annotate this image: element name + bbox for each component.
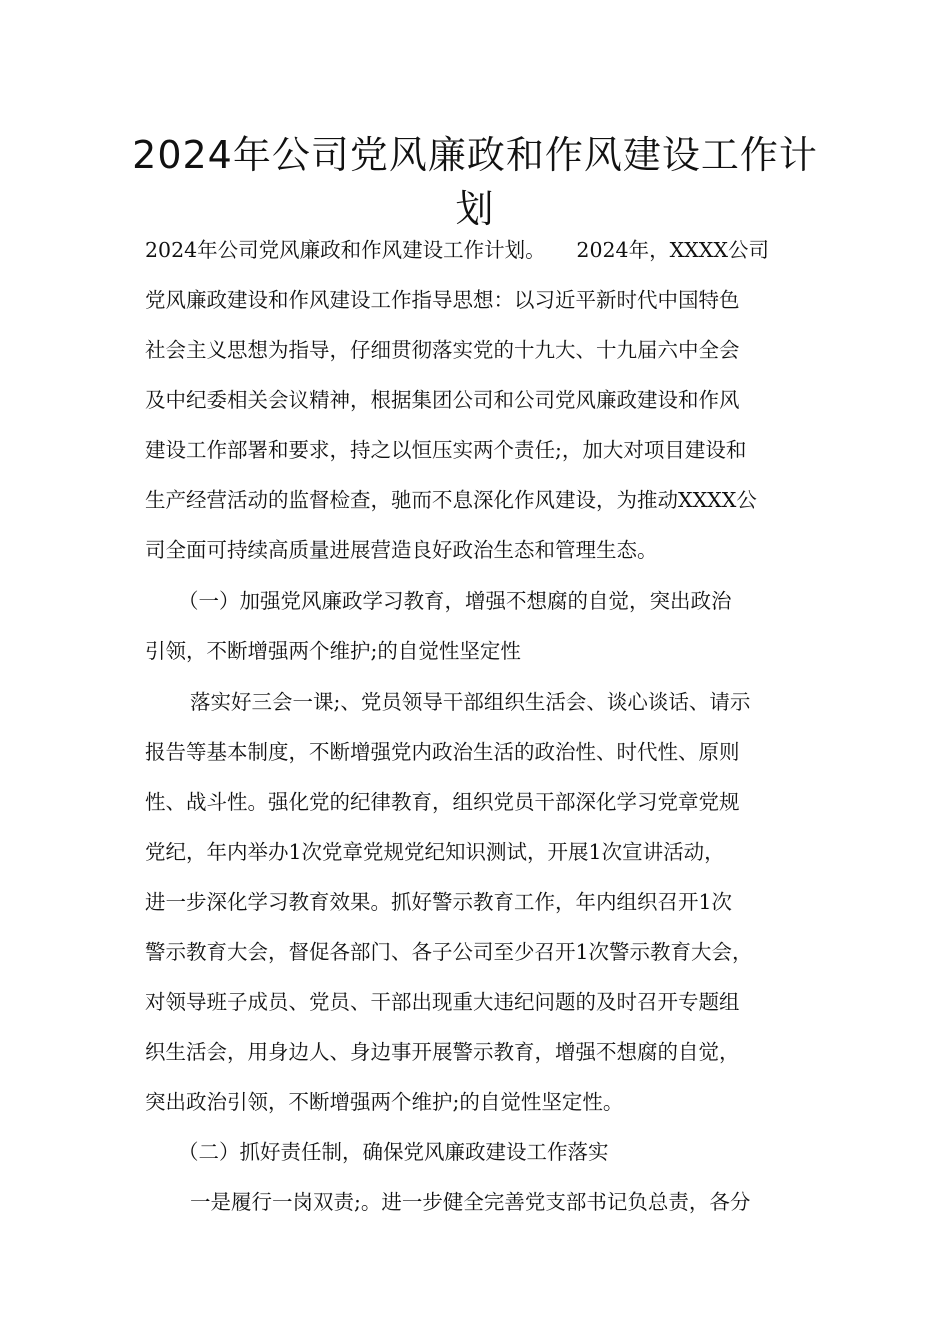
body-line-20: 一是履行一岗双责;。进一步健全完善党支部书记负总责，各分 bbox=[190, 1190, 751, 1214]
section-heading-2: （二）抓好责任制，确保党风廉政建设工作落实 bbox=[178, 1140, 609, 1164]
body-line-5: 建设工作部署和要求，持之以恒压实两个责任;，加大对项目建设和 bbox=[145, 438, 747, 462]
body-line-3: 社会主义思想为指导，仔细贯彻落实党的十九大、十九届六中全会 bbox=[145, 338, 740, 362]
body-line-7: 司全面可持续高质量进展营造良好政治生态和管理生态。 bbox=[145, 538, 658, 562]
body-line-10: 落实好三会一课;、党员领导干部组织生活会、谈心谈话、请示 bbox=[190, 690, 751, 714]
body-line-16: 对领导班子成员、党员、干部出现重大违纪问题的及时召开专题组 bbox=[145, 990, 740, 1014]
body-line-15: 警示教育大会，督促各部门、各子公司至少召开1次警示教育大会， bbox=[145, 940, 753, 964]
body-line-11: 报告等基本制度，不断增强党内政治生活的政治性、时代性、原则 bbox=[145, 740, 740, 764]
section-heading-1: （一）加强党风廉政学习教育，增强不想腐的自觉，突出政治 bbox=[178, 589, 732, 613]
body-line-17: 织生活会，用身边人、身边事开展警示教育，增强不想腐的自觉， bbox=[145, 1040, 740, 1064]
body-line-1: 2024年公司党风廉政和作风建设工作计划。 2024年，XXXX公司 bbox=[145, 238, 769, 262]
body-line-2: 党风廉政建设和作风建设工作指导思想：以习近平新时代中国特色 bbox=[145, 288, 740, 312]
body-line-18: 突出政治引领，不断增强两个维护;的自觉性坚定性。 bbox=[145, 1090, 624, 1114]
title-line-1: 2024年公司党风廉政和作风建设工作计 bbox=[132, 133, 818, 177]
document-title bbox=[120, 128, 830, 236]
section-heading-1-cont: 引领，不断增强两个维护;的自觉性坚定性 bbox=[145, 639, 521, 663]
body-line-13: 党纪，年内举办1次党章党规党纪知识测试，开展1次宣讲活动， bbox=[145, 840, 725, 864]
body-line-6: 生产经营活动的监督检查，驰而不息深化作风建设，为推动XXXX公 bbox=[145, 488, 757, 512]
body-line-4: 及中纪委相关会议精神，根据集团公司和公司党风廉政建设和作风 bbox=[145, 388, 740, 412]
body-line-12: 性、战斗性。强化党的纪律教育，组织党员干部深化学习党章党规 bbox=[145, 790, 740, 814]
body-line-14: 进一步深化学习教育效果。抓好警示教育工作，年内组织召开1次 bbox=[145, 890, 733, 914]
title-line-2: 划 bbox=[455, 187, 495, 231]
